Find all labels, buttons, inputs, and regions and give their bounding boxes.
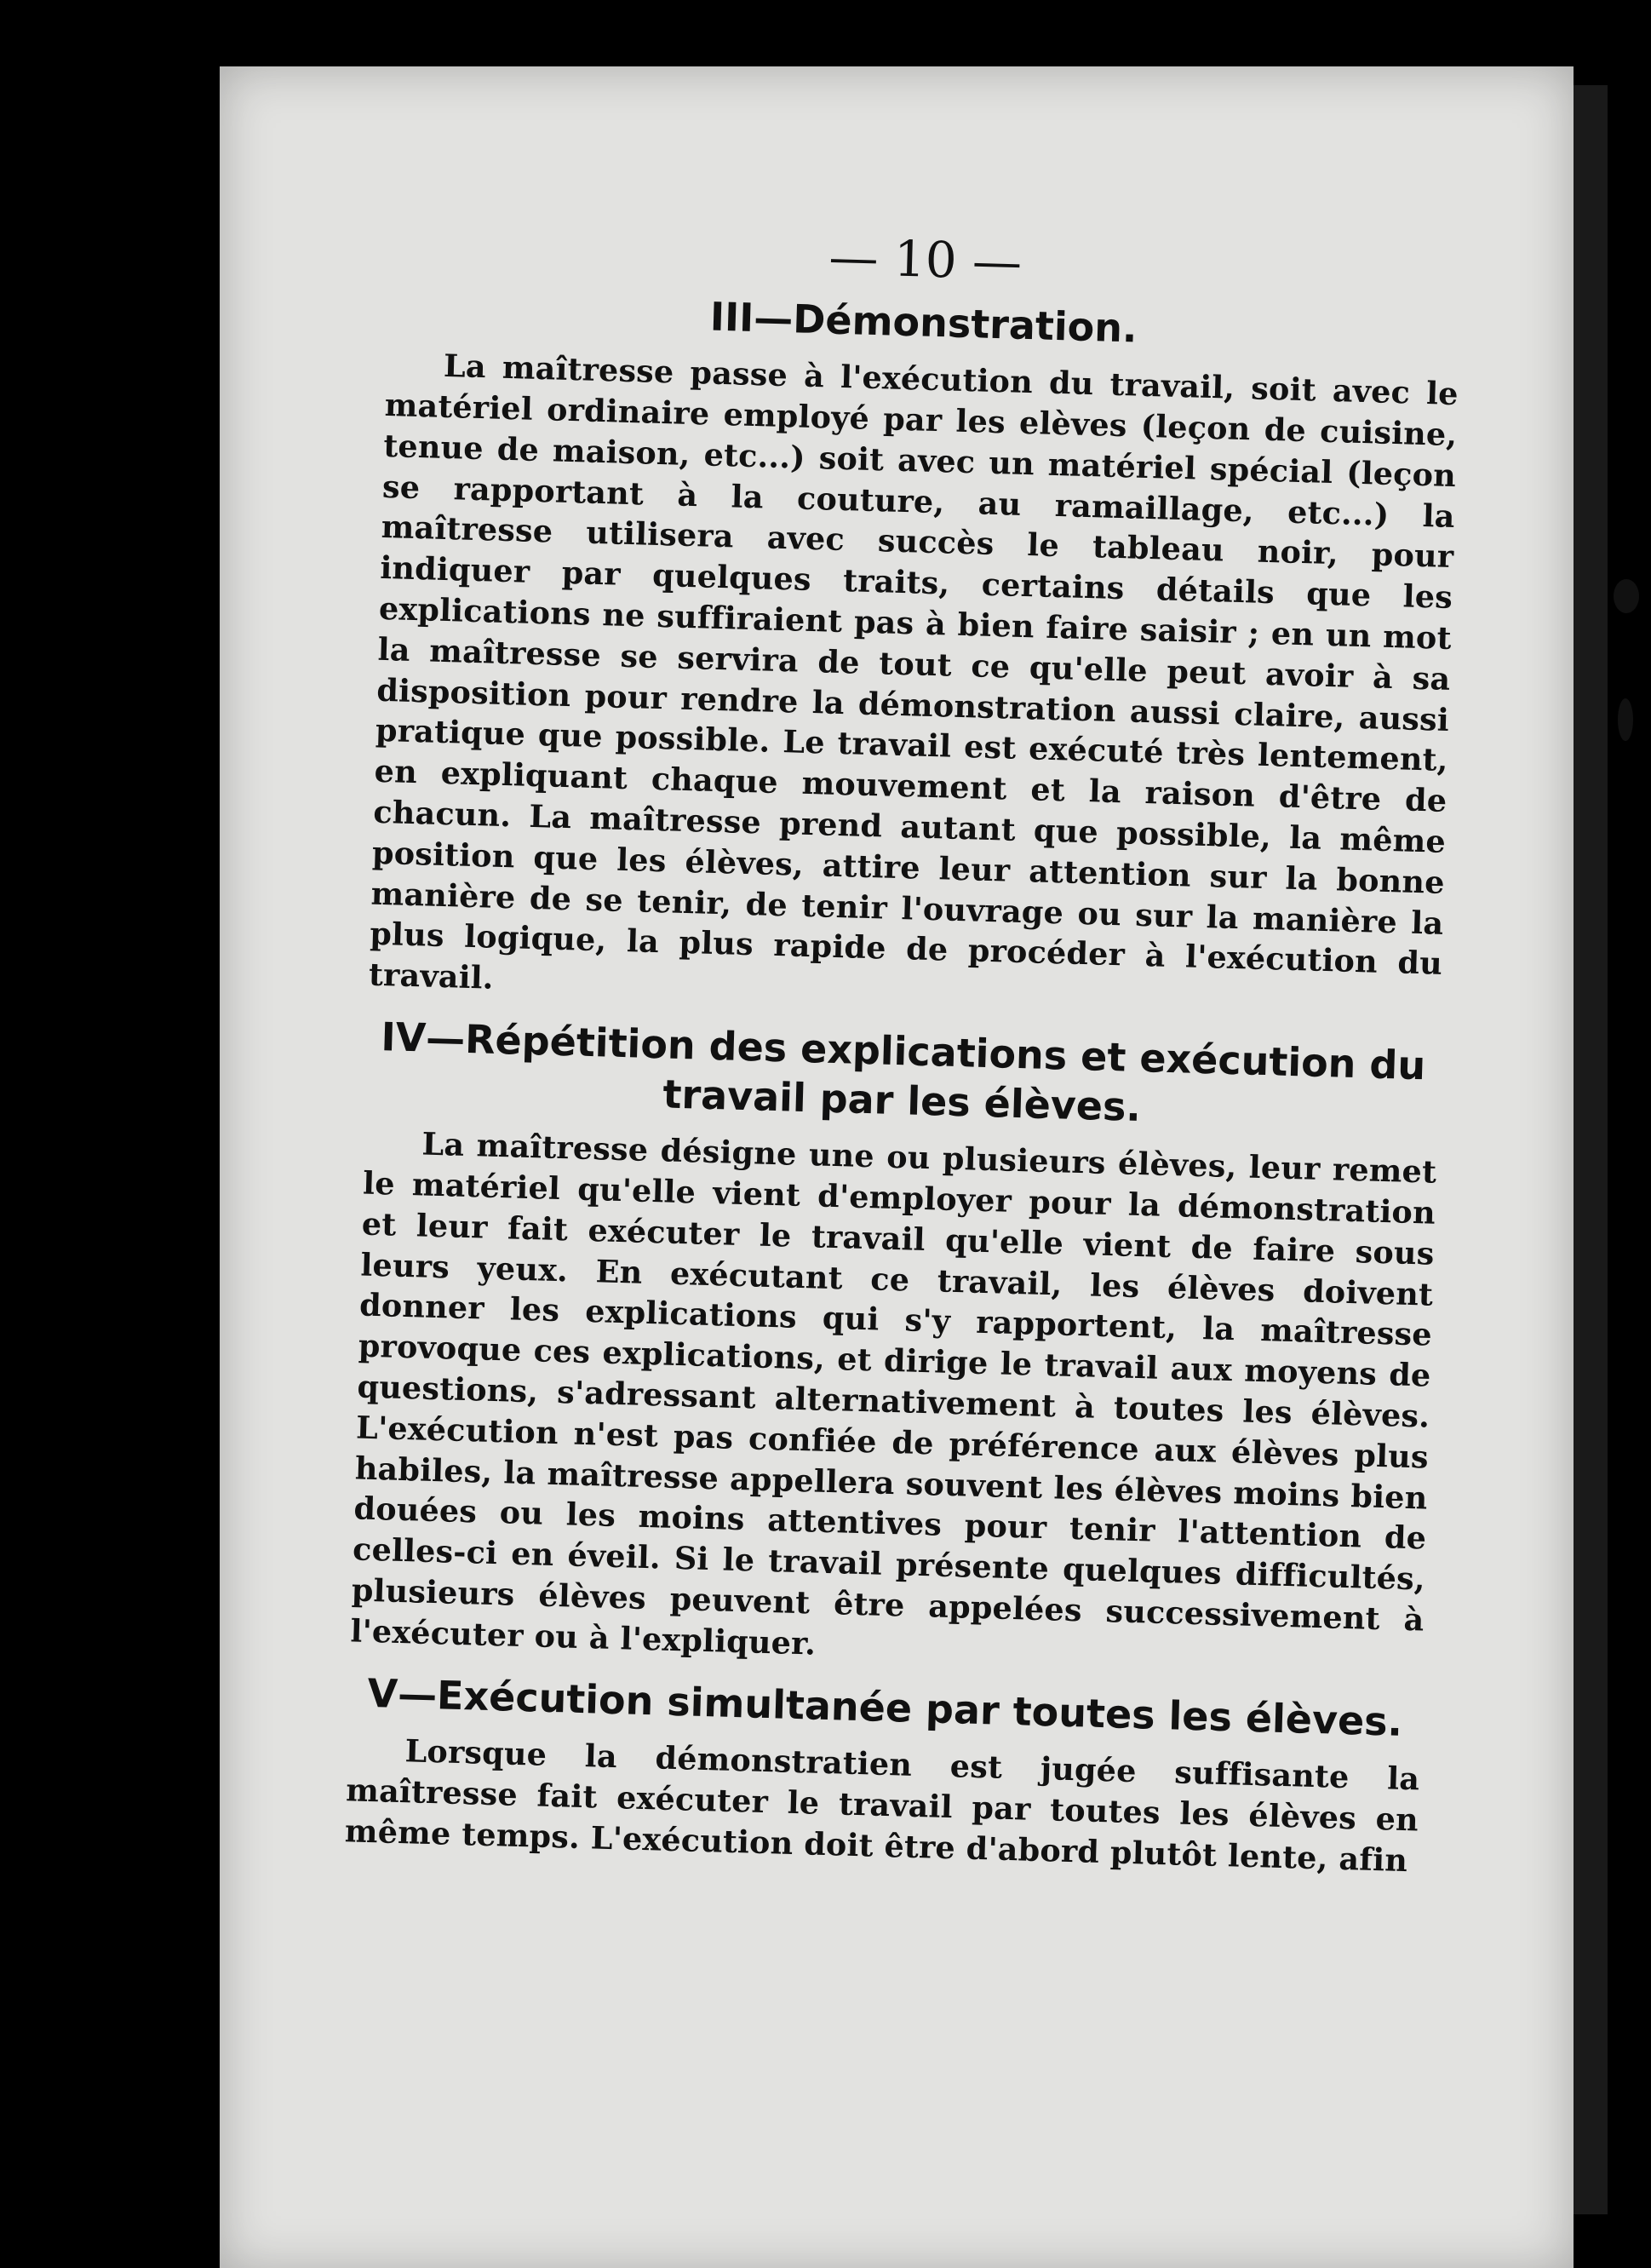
binding-hole-top — [1614, 579, 1639, 613]
page-content — [344, 215, 1463, 1898]
paragraph-demonstration: La maîtresse passe à l'exécution du travail, soit avec le matériel ordinaire employé par les elèves (leçon de cuisine, tenue de maison, etc...) soit avec un matériel spécial (leçon se rapportant à la couture, au ramaillage, etc...) la maîtresse utilisera avec succès le tableau noir, pour indiquer par quelques traits, certains détails que les explications ne suffiraient pas à bien faire saisir ; en un mot la maîtresse se servira de tout ce qu'elle peut avoir à sa disposition pour rendre la démonstration aussi claire, aussi pratique que possible. Le travail est exécuté très lentement, en expliquant chaque mouvement et la raison d'être de chacun. La maîtresse prend autant que possible, la même position que les élèves, attire leur attention sur la bonne manière de se tenir, de tenir l'ouvrage ou sur la manière la plus logique, la plus rapide de procéder à l'exécution du travail. — [368, 347, 1459, 997]
paragraph-repetition: La maîtresse désigne une ou plusieurs élèves, leur remet le matériel qu'elle vient d'employer pour la démonstration et leur fait exécuter le travail qu'elle vient de faire sous leurs yeux. En exécutant ce travail, les élèves doivent donner les explications qui s'y rapportent, la maîtresse provoque ces explications, et dirige le travail aux moyens de questions, s'adressant alternativement à toutes les élèves. L'exécution n'est pas confiée de préférence aux élèves plus habiles, la maîtresse appellera souvent les élèves moins bien douées ou les moins attentives pour tenir l'attention de celles-ci en éveil. Si le travail présente quelques difficultés, plusieurs élèves peuvent être appelées successivement à l'exécuter ou à l'expliquer. — [349, 1125, 1437, 1662]
page-edge-shadow — [1574, 85, 1608, 2214]
section-heading-repetition: IV—Répétition des explications et exécution du travail par les élèves. — [380, 1013, 1426, 1130]
section-heading-execution: V—Exécution simultanée par toutes les élèves. — [366, 1669, 1403, 1745]
book-page — [220, 66, 1574, 2268]
page-number: — 10 — — [828, 227, 1023, 291]
binding-hole-middle — [1618, 698, 1633, 741]
section-heading-demonstration: III—Démonstration. — [709, 293, 1138, 352]
paragraph-execution: Lorsque la démonstratien est jugée suffisante la maîtresse fait exécuter le travail par toutes les élèves en même temps. L'exécution doit être d'abord plutôt lente, afin — [344, 1732, 1420, 1879]
